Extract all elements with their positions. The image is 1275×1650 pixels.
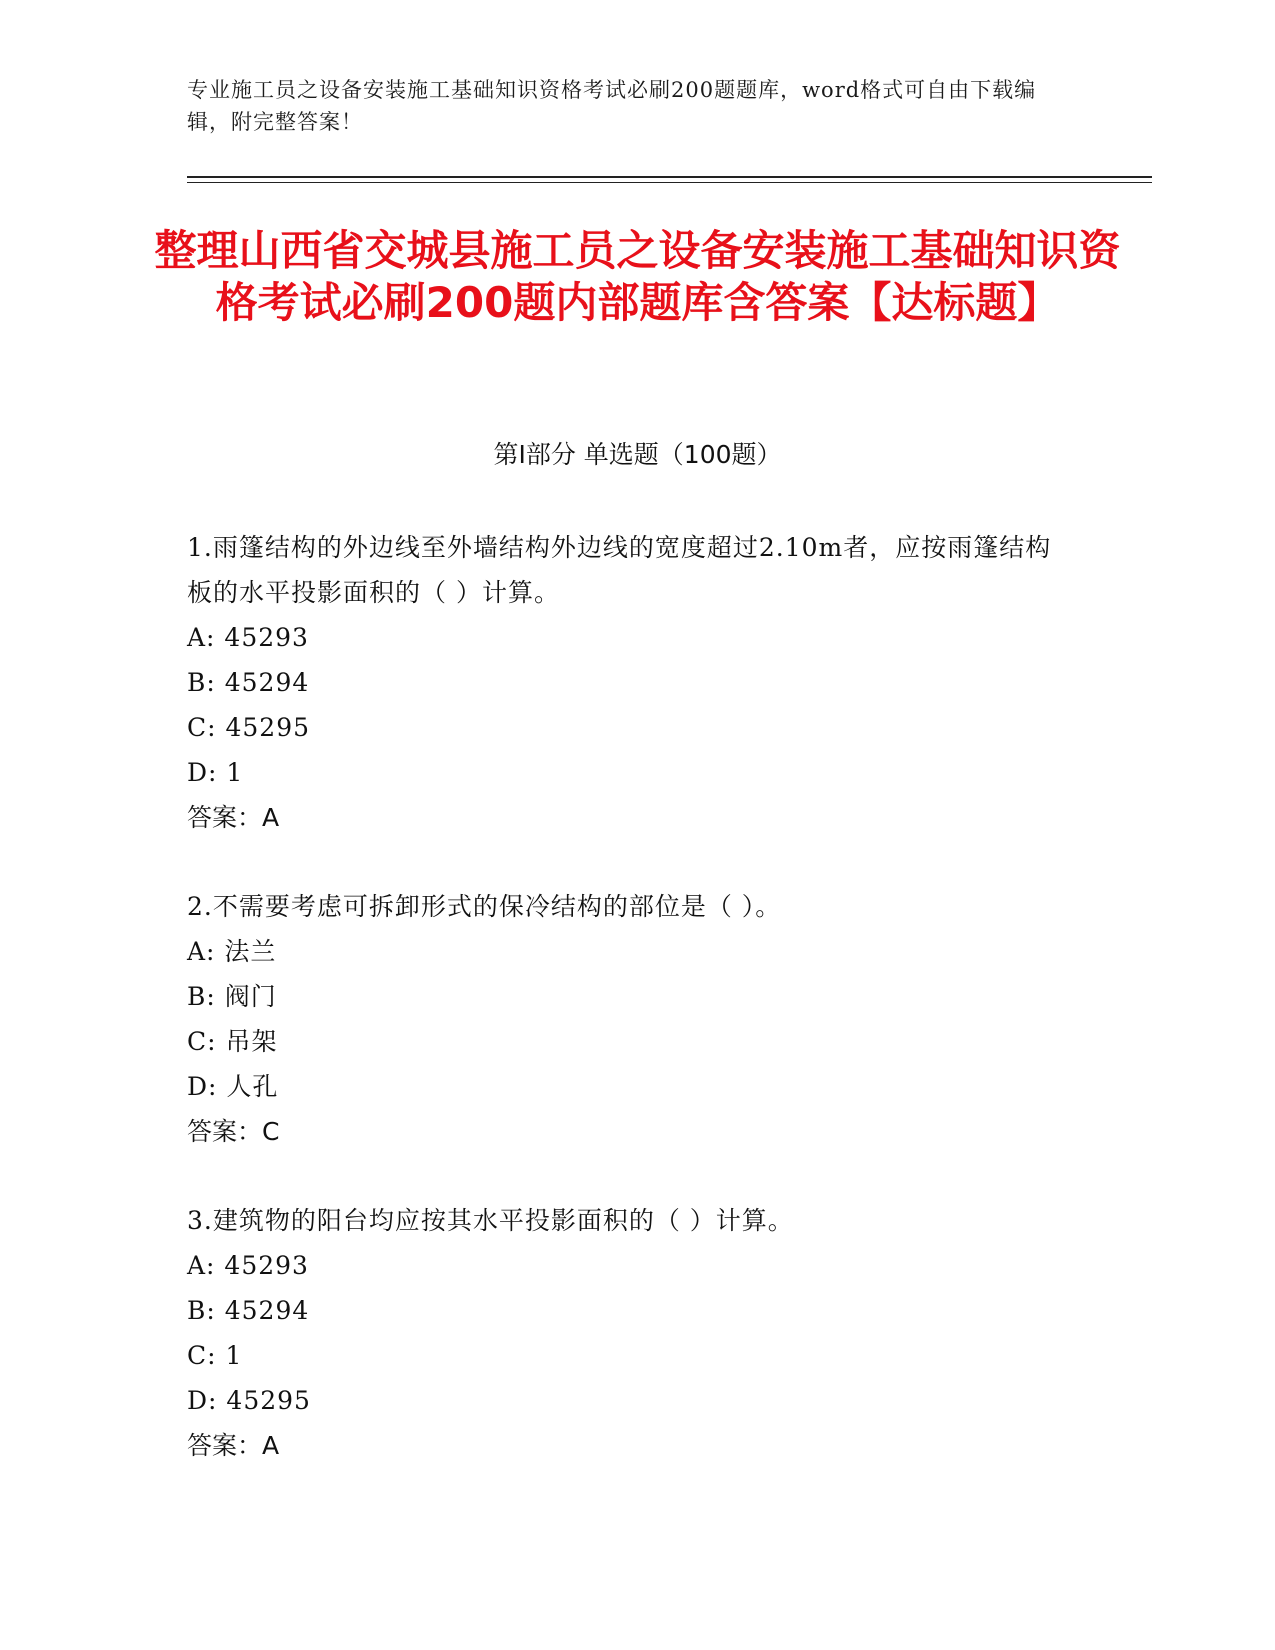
question-2: [187, 884, 1067, 1154]
option-d: D: 45295: [187, 1386, 311, 1415]
document-title: 整理山西省交城县施工员之设备安装施工基础知识资格考试必刷200题内部题库含答案【达标题】: [154, 226, 1121, 327]
answer-line: 答案：A: [187, 1431, 280, 1460]
option-d: D: 1: [187, 758, 244, 787]
question-stem: 3.建筑物的阳台均应按其水平投影面积的（ ）计算。: [187, 1206, 794, 1235]
option-d: D: 人孔: [187, 1072, 279, 1101]
question-stem: 1.雨篷结构的外边线至外墙结构外边线的宽度超过2.10m者，应按雨篷结构板的水平投影面积的（ ）计算。: [187, 533, 1052, 607]
header-divider-thin: [187, 182, 1152, 183]
option-a: A: 法兰: [187, 937, 277, 966]
header-note: 专业施工员之设备安装施工基础知识资格考试必刷200题题库，word格式可自由下载编辑，附完整答案！: [187, 78, 1037, 134]
header-divider-thick: [187, 176, 1152, 178]
option-b: B: 45294: [187, 1296, 310, 1325]
question-3: [187, 1198, 1067, 1468]
question-1: [187, 525, 1067, 840]
option-b: B: 45294: [187, 668, 310, 697]
question-stem: 2.不需要考虑可拆卸形式的保冷结构的部位是（ ）。: [187, 892, 782, 921]
option-a: A: 45293: [187, 1251, 309, 1280]
question-gap: [187, 1154, 1067, 1198]
section-heading: 第Ⅰ部分 单选题（100题）: [493, 440, 782, 469]
question-gap: [187, 840, 1067, 884]
question-list: [187, 525, 1067, 1468]
option-a: A: 45293: [187, 623, 309, 652]
option-c: C: 1: [187, 1341, 243, 1370]
option-c: C: 吊架: [187, 1027, 278, 1056]
option-c: C: 45295: [187, 713, 311, 742]
option-b: B: 阀门: [187, 982, 277, 1011]
answer-line: 答案：A: [187, 803, 280, 832]
answer-line: 答案：C: [187, 1117, 280, 1146]
